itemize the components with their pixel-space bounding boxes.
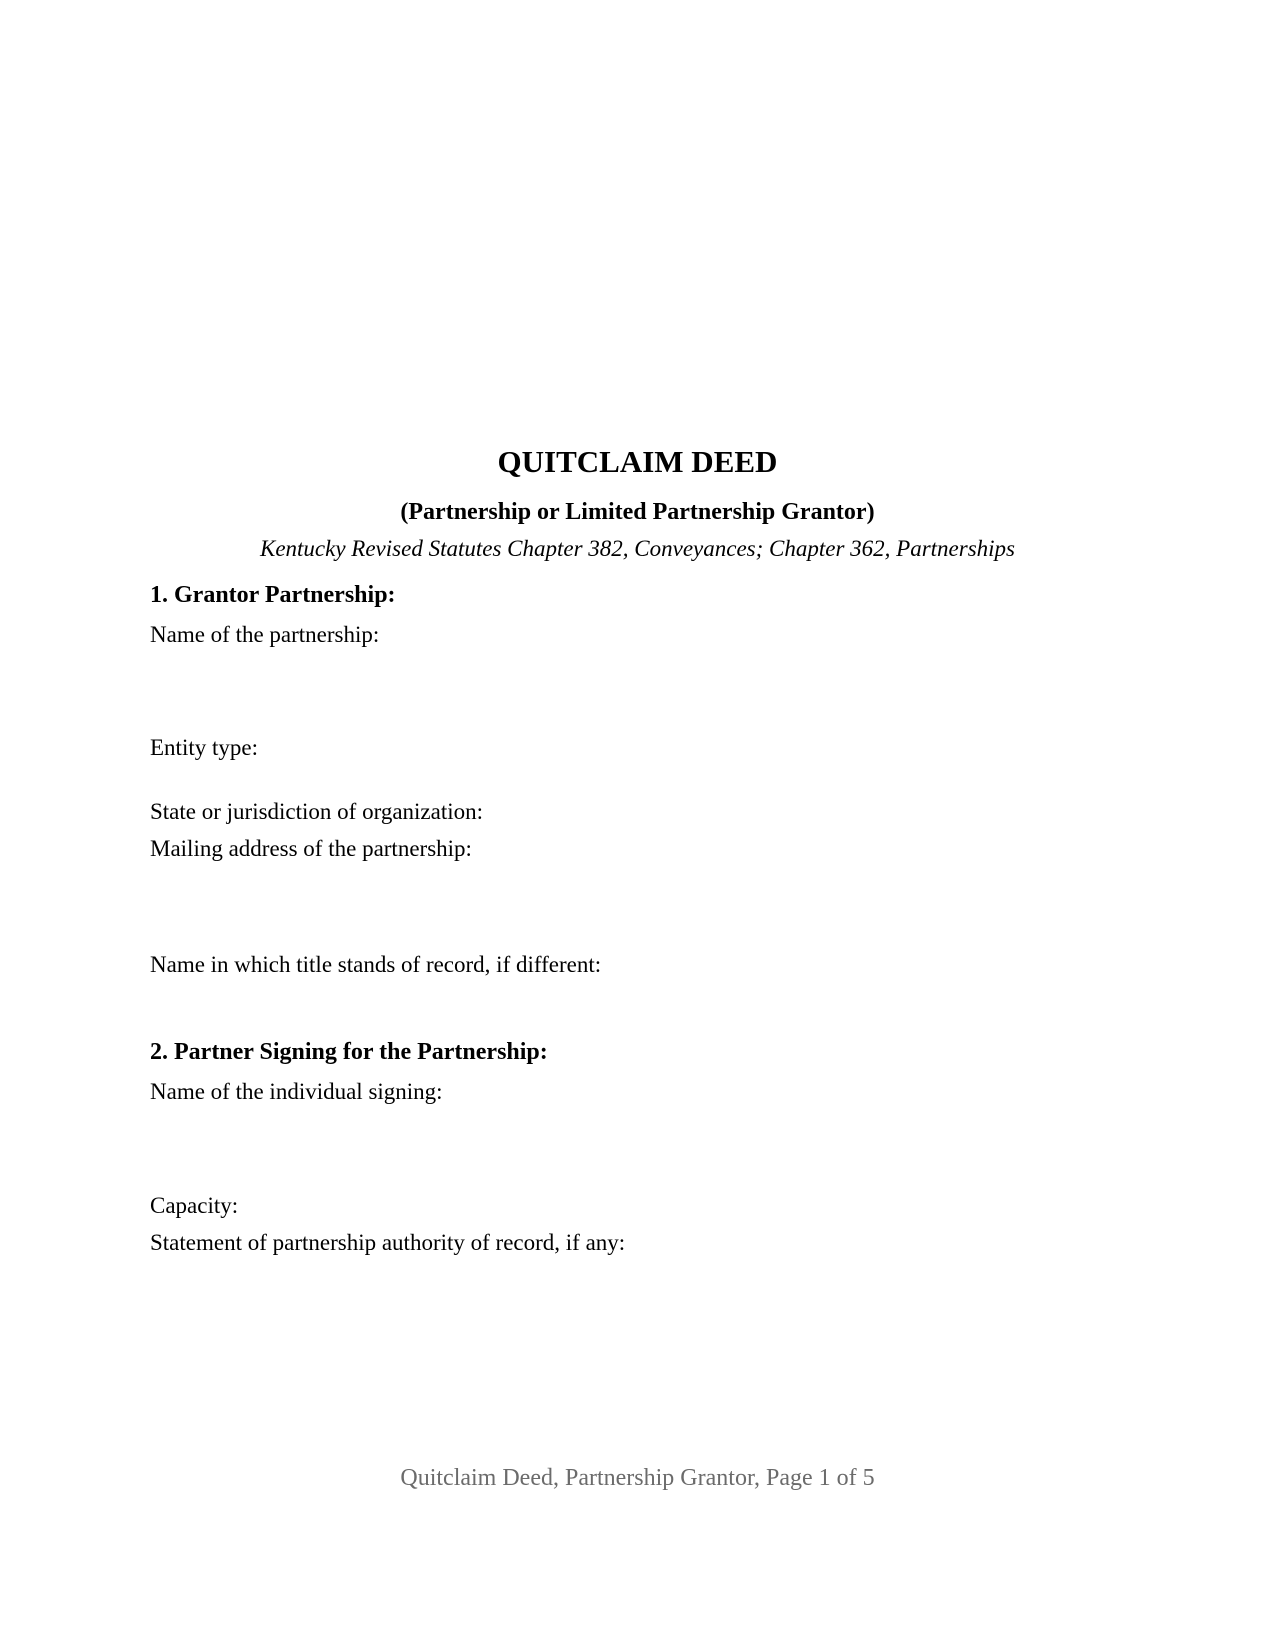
signer-name-label: Name of the individual signing: [150,1079,443,1104]
section-1-heading: 1. Grantor Partnership: [150,582,396,608]
statute-reference: Kentucky Revised Statutes Chapter 382, Conveyances; Chapter 362, Partnerships [259,536,1016,561]
document-subtitle: (Partnership or Limited Partnership Grantor) [400,499,875,525]
record-title-name-label: Name in which title stands of record, if different: [150,952,602,977]
document-title: QUITCLAIM DEED [497,444,778,479]
page-footer: Quitclaim Deed, Partnership Grantor, Page 1 of 5 [400,1465,875,1491]
section-2-heading: 2. Partner Signing for the Partnership: [150,1039,548,1065]
mailing-address-label: Mailing address of the partnership: [150,836,472,861]
capacity-label: Capacity: [150,1193,239,1218]
partnership-name-label: Name of the partnership: [150,622,380,647]
authority-statement-label: Statement of partnership authority of record, if any: [150,1230,626,1255]
entity-type-label: Entity type: [150,735,258,760]
jurisdiction-label: State or jurisdiction of organization: [150,799,484,824]
